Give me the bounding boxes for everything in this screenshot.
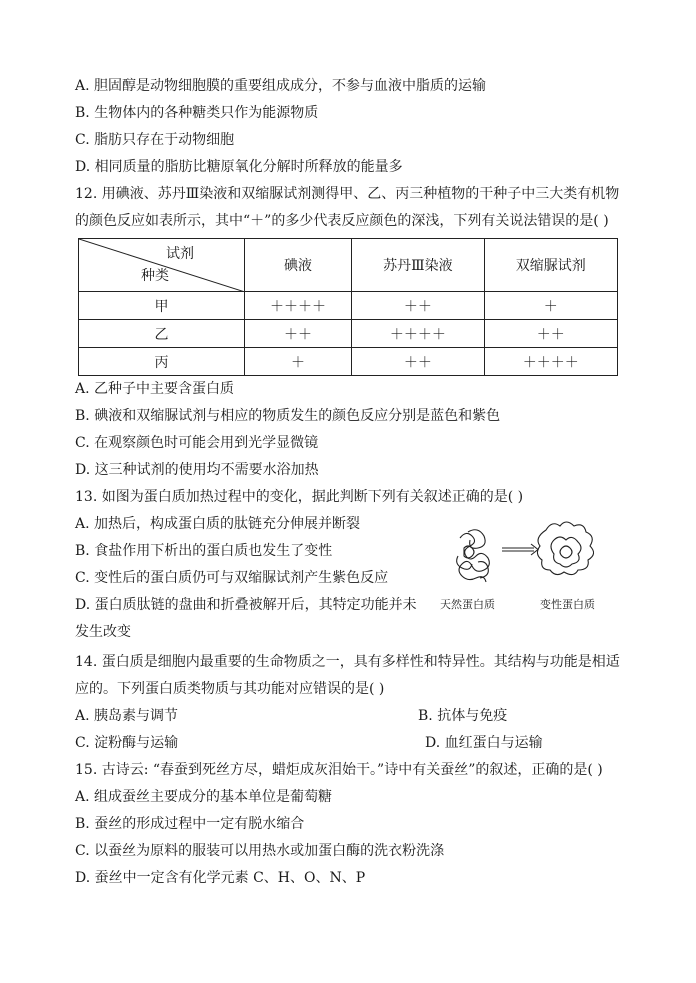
row-label: 丙	[79, 348, 245, 376]
q14-stem-line2: 应的。下列蛋白质类物质与其功能对应错误的是( )	[75, 681, 385, 697]
q12-option-b: B. 碘液和双缩脲试剂与相应的物质发生的颜色反应分别是蓝色和紫色	[75, 408, 501, 424]
denatured-protein-caption: 变性蛋白质	[540, 598, 595, 611]
q12-stem-line1: 12. 用碘液、苏丹Ⅲ染液和双缩脲试剂测得甲、乙、丙三种植物的干种子中三大类有机物	[75, 186, 620, 202]
table-corner-cell	[79, 239, 245, 292]
q15-option-d: D. 蚕丝中一定含有化学元素 C、H、O、N、P	[75, 870, 366, 886]
q14-option-b: B. 抗体与免疫	[418, 708, 508, 724]
q14-option-c: C. 淀粉酶与运输	[75, 735, 179, 751]
arrow-icon	[502, 544, 538, 555]
q13-option-c: C. 变性后的蛋白质仍可与双缩脲试剂产生紫色反应	[75, 570, 389, 586]
q11-option-b: B. 生物体内的各种糖类只作为能源物质	[75, 105, 319, 121]
table-cell: ＋	[484, 292, 617, 320]
table-cell: ＋＋	[245, 320, 352, 348]
table-cell: ＋＋	[484, 320, 617, 348]
q12-option-a: A. 乙种子中主要含蛋白质	[75, 381, 235, 397]
table-cell: ＋＋	[352, 348, 484, 376]
native-protein-illustration	[457, 530, 490, 582]
protein-diagram	[448, 518, 608, 598]
corner-label-type: 种类	[141, 268, 169, 284]
q12-option-c: C. 在观察颜色时可能会用到光学显微镜	[75, 435, 319, 451]
row-label: 甲	[79, 292, 245, 320]
header-iodine: 碘液	[245, 239, 352, 292]
row-label: 乙	[79, 320, 245, 348]
table-cell: ＋＋	[352, 292, 484, 320]
table-cell: ＋＋＋＋	[352, 320, 484, 348]
q14-option-d: D. 血红蛋白与运输	[425, 735, 543, 751]
q13-option-b: B. 食盐作用下析出的蛋白质也发生了变性	[75, 543, 333, 559]
header-sudan: 苏丹Ⅲ染液	[352, 239, 484, 292]
q13-option-a: A. 加热后，构成蛋白质的肽链充分伸展并断裂	[75, 516, 361, 532]
q14-stem-line1: 14. 蛋白质是细胞内最重要的生命物质之一，具有多样性和特异性。其结构与功能是相适	[75, 654, 620, 670]
q12-option-d: D. 这三种试剂的使用均不需要水浴加热	[75, 462, 319, 478]
table-cell: ＋＋＋＋	[484, 348, 617, 376]
q11-option-a: A. 胆固醇是动物细胞膜的重要组成成分，不参与血液中脂质的运输	[75, 78, 487, 94]
table-row	[79, 320, 618, 348]
native-protein-caption: 天然蛋白质	[440, 598, 495, 611]
q11-option-c: C. 脂肪只存在于动物细胞	[75, 132, 235, 148]
table-cell: ＋	[245, 348, 352, 376]
q14-option-a: A. 胰岛素与调节	[75, 708, 179, 724]
table-cell: ＋＋＋＋	[245, 292, 352, 320]
denatured-protein-illustration	[537, 522, 593, 575]
table-row	[79, 292, 618, 320]
corner-label-reagent: 试剂	[166, 246, 194, 262]
q13-stem: 13. 如图为蛋白质加热过程中的变化，据此判断下列有关叙述正确的是( )	[75, 489, 524, 505]
q15-option-b: B. 蚕丝的形成过程中一定有脱水缩合	[75, 816, 305, 832]
header-biuret: 双缩脲试剂	[484, 239, 617, 292]
q11-option-d: D. 相同质量的脂肪比糖原氧化分解时所释放的能量多	[75, 159, 403, 175]
q15-stem: 15. 古诗云: “春蚕到死丝方尽，蜡炬成灰泪始干。”诗中有关蚕丝”的叙述，正确的是( )	[75, 762, 603, 778]
q12-stem-line2: 的颜色反应如表所示，其中“＋”的多少代表反应颜色的深浅，下列有关说法错误的是( )	[75, 213, 609, 229]
q13-option-d-cont: 发生改变	[75, 624, 131, 640]
q13-option-d: D. 蛋白质肽链的盘曲和折叠被解开后，其特定功能并未	[75, 597, 417, 613]
table-row	[79, 348, 618, 376]
q15-option-c: C. 以蚕丝为原料的服装可以用热水或加蛋白酶的洗衣粉洗涤	[75, 843, 445, 859]
protein-denaturation-figure	[440, 518, 608, 618]
q15-option-a: A. 组成蚕丝主要成分的基本单位是葡萄糖	[75, 789, 333, 805]
reagent-table	[78, 238, 618, 376]
